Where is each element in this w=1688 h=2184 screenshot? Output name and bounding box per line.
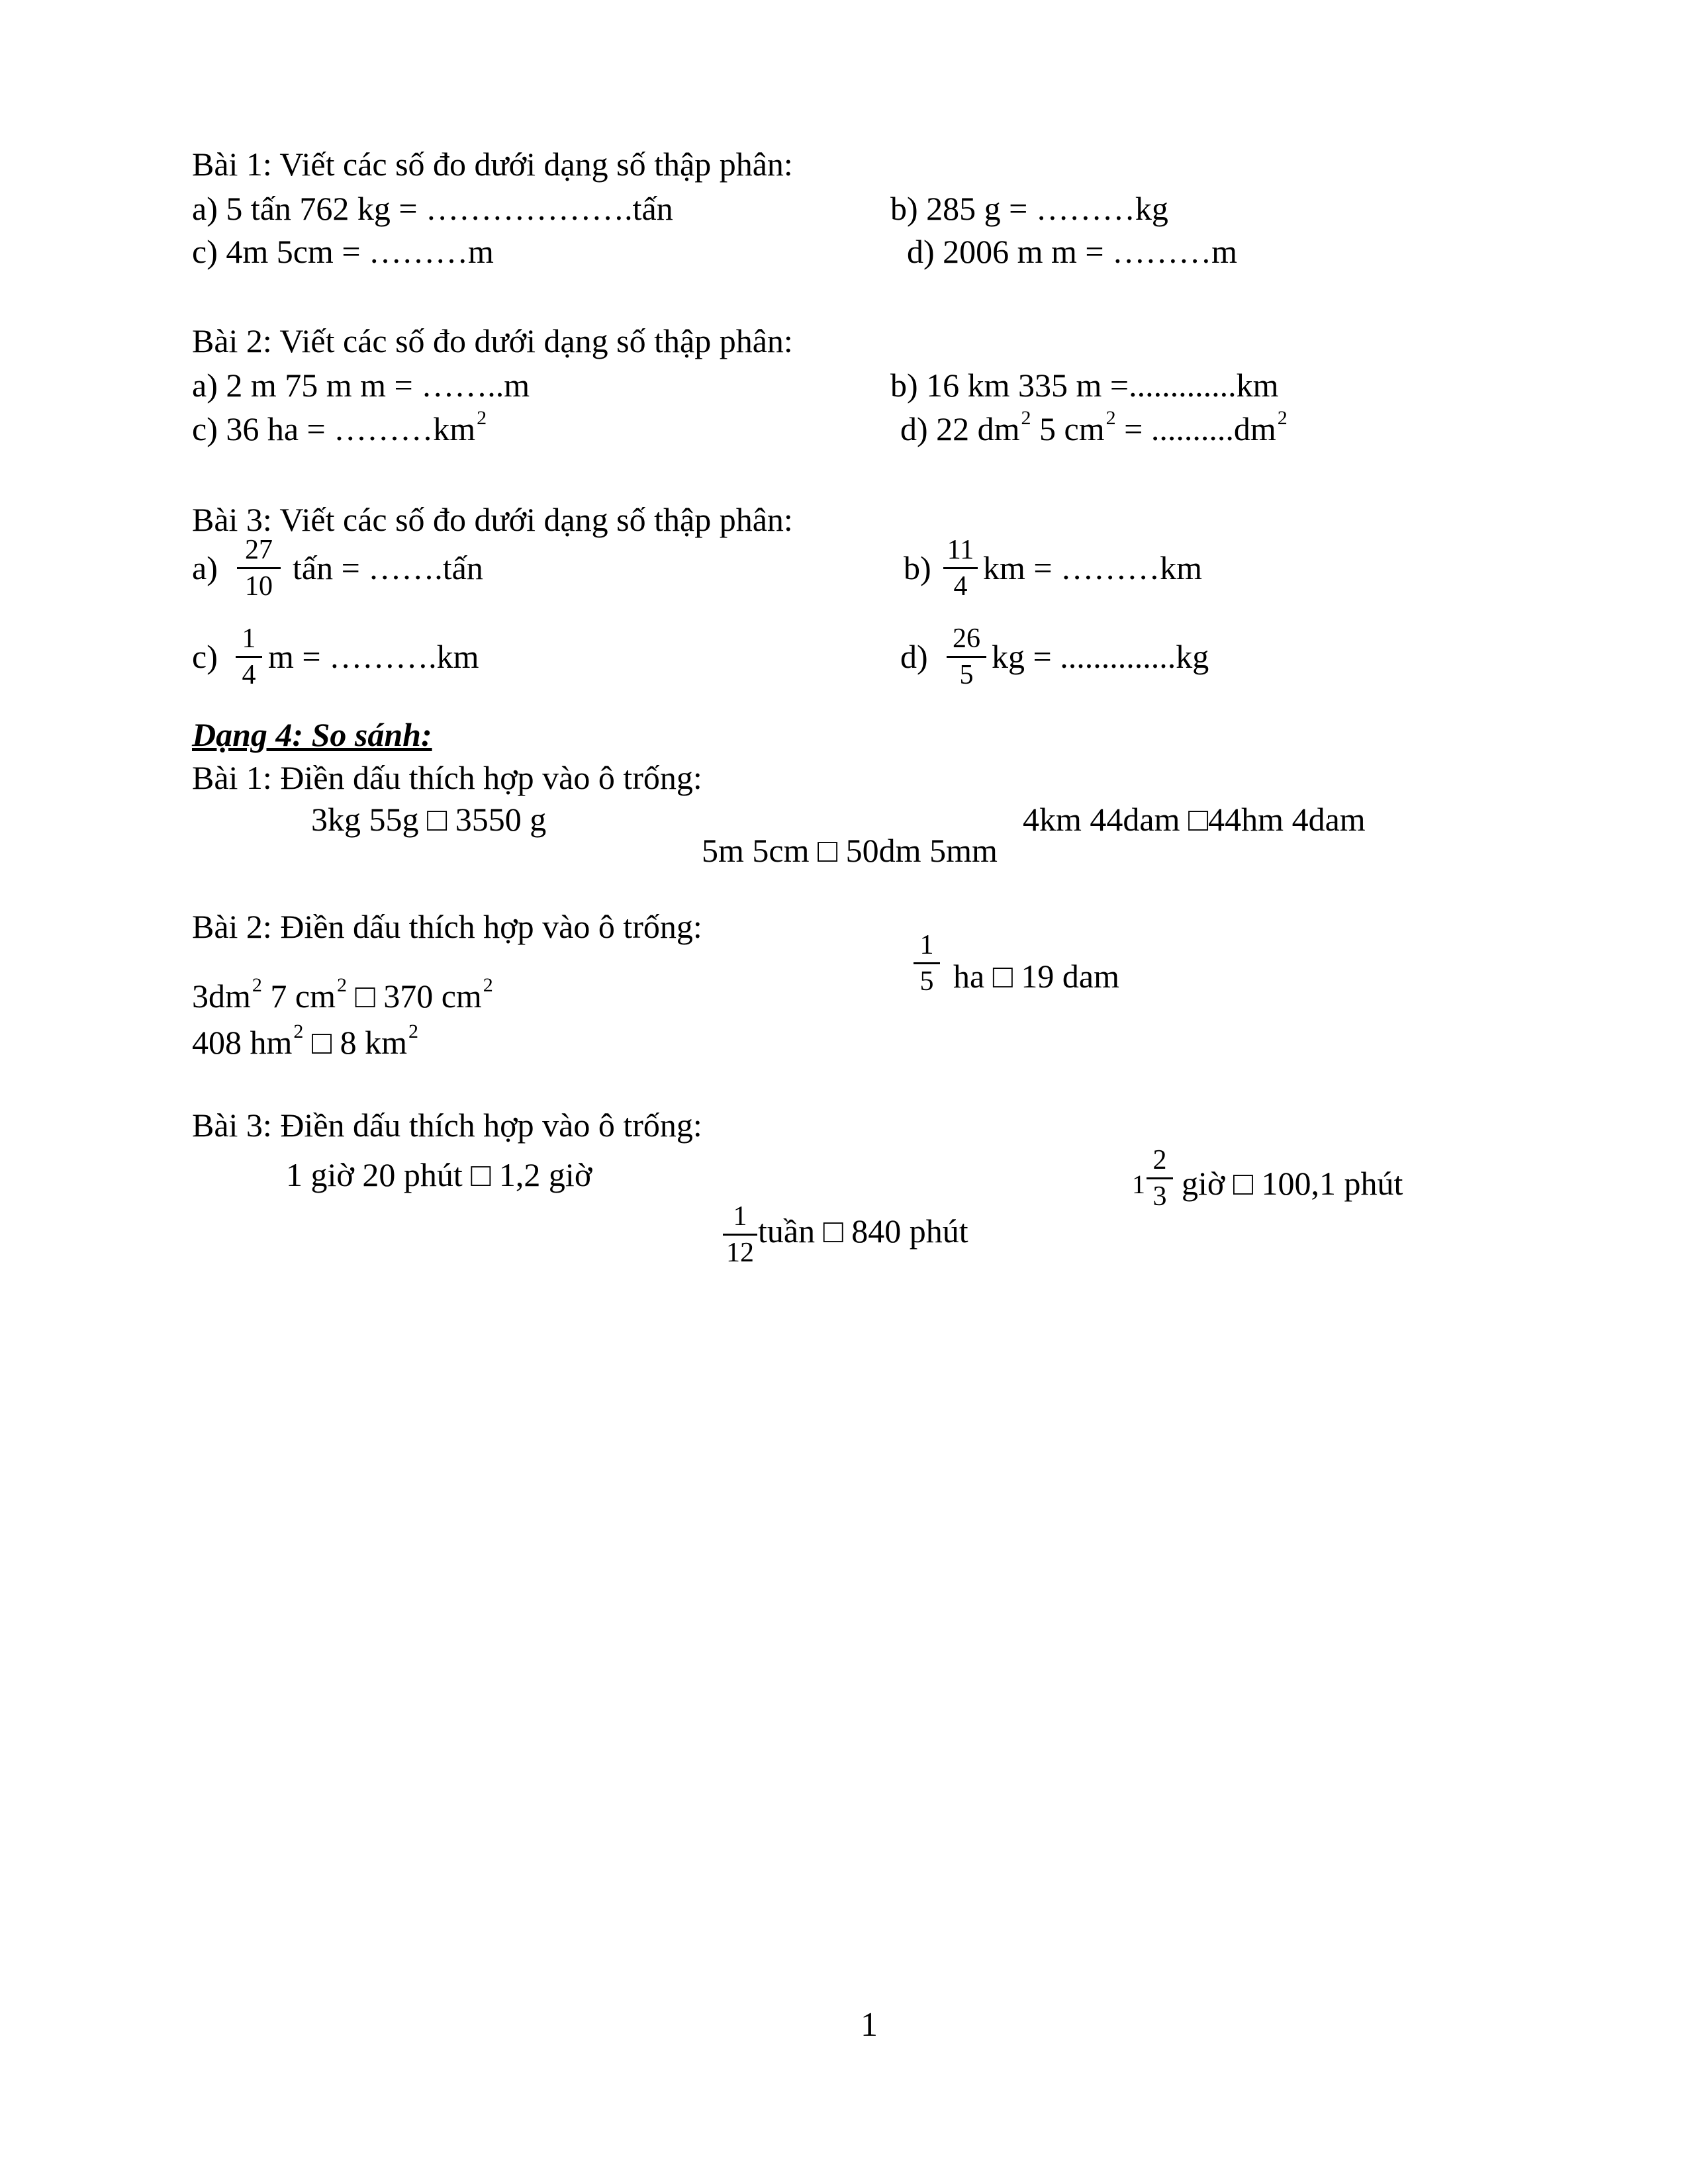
- dang4-bai3-item2-fraction: 2 3: [1147, 1145, 1173, 1212]
- bai3-item-a-label: a): [192, 549, 218, 586]
- dang4-bai2-item1: $3dm^2$ 7 $cm^2$ □ 370 $cm^2$: [192, 974, 493, 1015]
- bai2-item-d: d) 22 $dm^2$ 5 $cm^2 = ..........dm^2$: [900, 407, 1288, 447]
- dang4-bai1-item2: 4km 44dam □44hm 4dam: [1023, 801, 1366, 838]
- dang4-bai3-item2-whole: 1: [1132, 1169, 1145, 1199]
- bai1-item-a: a) 5 tấn 762 kg = ……………….tấn: [192, 190, 673, 227]
- bai3-item-a-text: tấn = …….tấn: [293, 549, 483, 586]
- bai3-item-c-text: m = ……….km: [268, 638, 479, 675]
- dang4-bai2-item3-text: ha □ 19 dam: [953, 958, 1119, 995]
- bai3-item-c-fraction: 1 4: [236, 623, 262, 690]
- dang4-bai3-item1: 1 giờ 20 phút □ 1,2 giờ: [286, 1156, 592, 1193]
- bai2-item-a: a) 2 m 75 m m = ……..m: [192, 367, 530, 404]
- bai3-item-b-label: b): [904, 549, 931, 586]
- dang4-bai1-title: Bài 1: Điền dấu thích hợp vào ô trống:: [192, 759, 702, 796]
- dang4-bai3-item3-fraction: 1 12: [723, 1201, 757, 1268]
- dang4-bai3-item3-text: tuần □ 840 phút: [758, 1212, 968, 1250]
- bai2-item-b: b) 16 km 335 m =.............km: [890, 367, 1279, 404]
- bai3-item-b-fraction: 11 4: [943, 535, 978, 602]
- bai3-item-b-text: km = ………km: [983, 549, 1202, 586]
- dang4-bai2-item3-fraction: 1 5: [914, 930, 940, 997]
- bai1-item-d: d) 2006 m m = ………m: [907, 233, 1238, 270]
- bai2-title: Bài 2: Viết các số đo dưới dạng số thập phân:: [192, 322, 793, 359]
- bai3-item-d-text: kg = ..............kg: [992, 638, 1209, 675]
- bai3-item-a-fraction: 27 10: [237, 535, 281, 602]
- bai3-item-d-fraction: 26 5: [947, 623, 986, 690]
- bai1-item-b: b) 285 g = ………kg: [890, 190, 1168, 227]
- bai3-title: Bài 3: Viết các số đo dưới dạng số thập phân:: [192, 501, 793, 538]
- bai3-item-c-label: c): [192, 638, 218, 675]
- bai1-item-c: c) 4m 5cm = ………m: [192, 233, 494, 270]
- dang4-bai2-item2: 408 $hm^2$ □ 8 $km^2$: [192, 1021, 418, 1061]
- page-number: 1: [861, 2006, 878, 2044]
- dang4-bai3-title: Bài 3: Điền dấu thích hợp vào ô trống:: [192, 1107, 702, 1144]
- bai1-title: Bài 1: Viết các số đo dưới dạng số thập phân:: [192, 146, 793, 183]
- bai3-item-d-label: d): [900, 638, 928, 675]
- dang4-bai3-item2-text: giờ □ 100,1 phút: [1182, 1165, 1403, 1202]
- dang4-heading: Dạng 4: So sánh:: [192, 716, 432, 753]
- dang4-bai2-title: Bài 2: Điền dấu thích hợp vào ô trống:: [192, 908, 702, 945]
- dang4-bai1-item1: 3kg 55g □ 3550 g: [311, 801, 547, 838]
- dang4-bai1-item3: 5m 5cm □ 50dm 5mm: [702, 832, 998, 869]
- bai2-item-c: c) 36 ha = $\dots\dots\dots km^2$: [192, 407, 487, 447]
